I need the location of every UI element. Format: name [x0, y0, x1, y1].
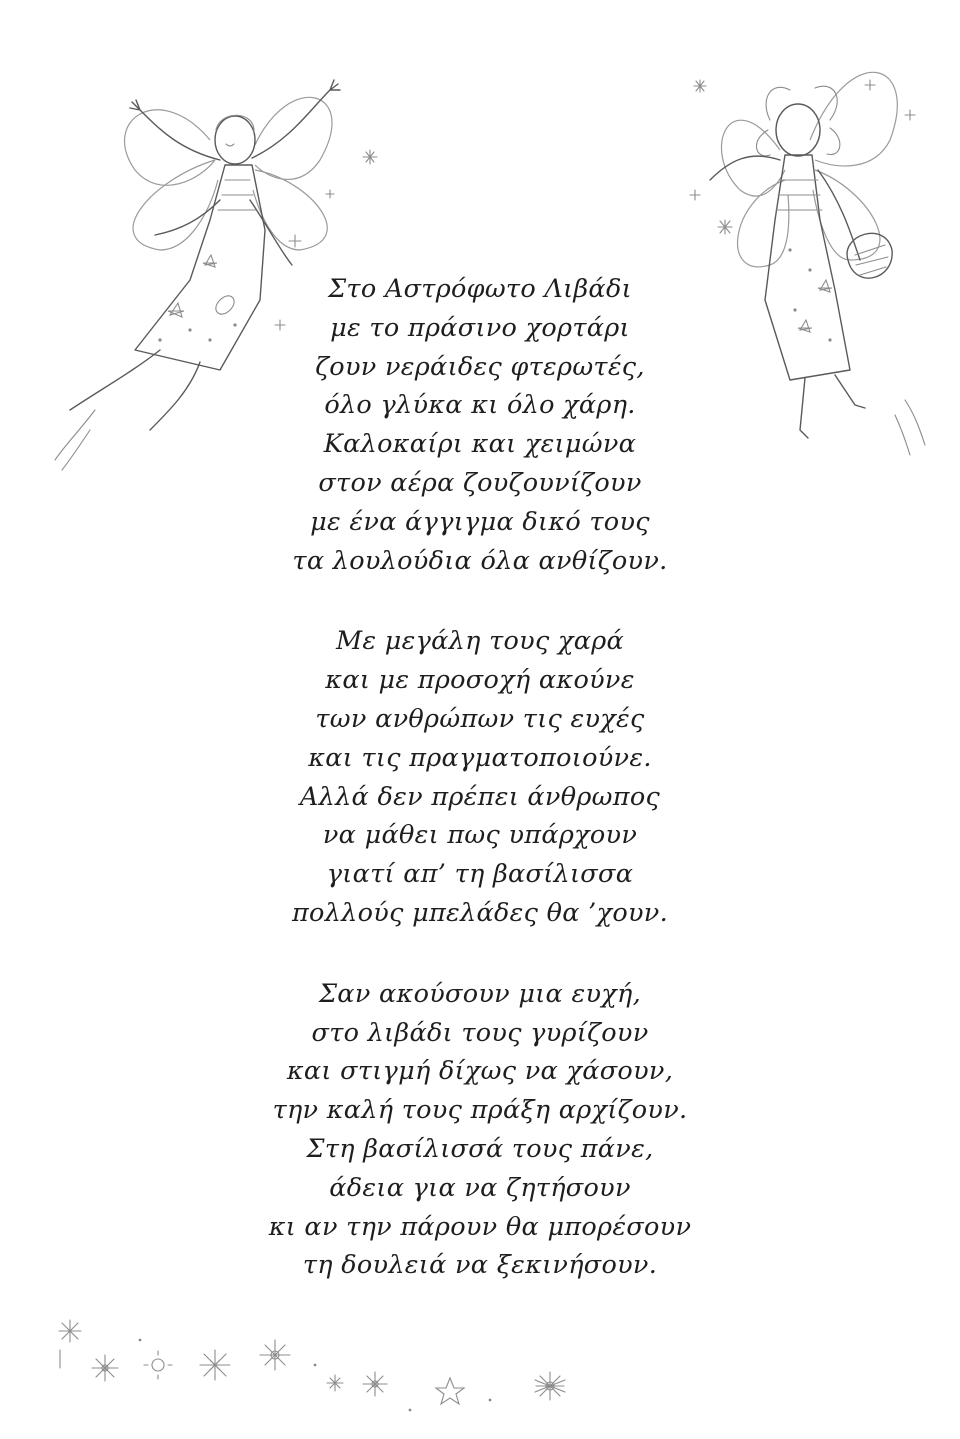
poem-line: τη δουλειά να ξεκινήσουν.	[302, 1250, 658, 1281]
poem-line: Καλοκαίρι και χειμώνα	[323, 429, 637, 460]
poem-line: και με προσοχή ακούνε	[325, 665, 635, 696]
poem-line: άδεια για να ζητήσουν	[329, 1172, 631, 1203]
poem-line: και στιγμή δίχως να χάσουν,	[286, 1056, 674, 1087]
poem-line: ζουν νεράιδες φτερωτές,	[315, 351, 645, 382]
poem-line: τα λουλούδια όλα ανθίζουν.	[292, 545, 668, 576]
bottom-sparkles-illustration	[30, 1310, 630, 1430]
poem-line: Στη βασίλισσά τους πάνε,	[306, 1133, 654, 1164]
poem-line: να μάθει πως υπάρχουν	[322, 820, 638, 851]
poem-line: όλο γλύκα κι όλο χάρη.	[324, 390, 636, 421]
poem-line: κι αν την πάρουν θα μπορέσουν	[268, 1211, 692, 1242]
poem-line: την καλή τους πράξη αρχίζουν.	[272, 1095, 688, 1126]
poem-line: και τις πραγματοποιούνε.	[308, 742, 652, 773]
poem-line: Με μεγάλη τους χαρά	[335, 626, 625, 657]
poem-line: Σαν ακούσουν μια ευχή,	[318, 978, 642, 1009]
stanza-3	[0, 975, 960, 1285]
stanza-2	[0, 622, 960, 932]
poem-line: πολλούς μπελάδες θα ’χουν.	[292, 897, 668, 928]
snowflake-stars-row-icon	[59, 1320, 565, 1411]
poem-line: στον αέρα ζουζουνίζουν	[318, 467, 642, 498]
stanza-1	[0, 270, 960, 580]
poem-line: των ανθρώπων τις ευχές	[315, 703, 645, 734]
poem-line: με ένα άγγιγμα δικό τους	[310, 506, 650, 537]
poem	[0, 270, 960, 1285]
poem-line: Αλλά δεν πρέπει άνθρωπος	[299, 781, 661, 812]
poem-line: Στο Αστρόφωτο Λιβάδι	[328, 274, 632, 304]
poem-line: με το πράσινο χορτάρι	[330, 312, 630, 343]
poem-line: στο λιβάδι τους γυρίζουν	[311, 1017, 649, 1048]
poem-line: γιατί απ’ τη βασίλισσα	[326, 859, 634, 890]
